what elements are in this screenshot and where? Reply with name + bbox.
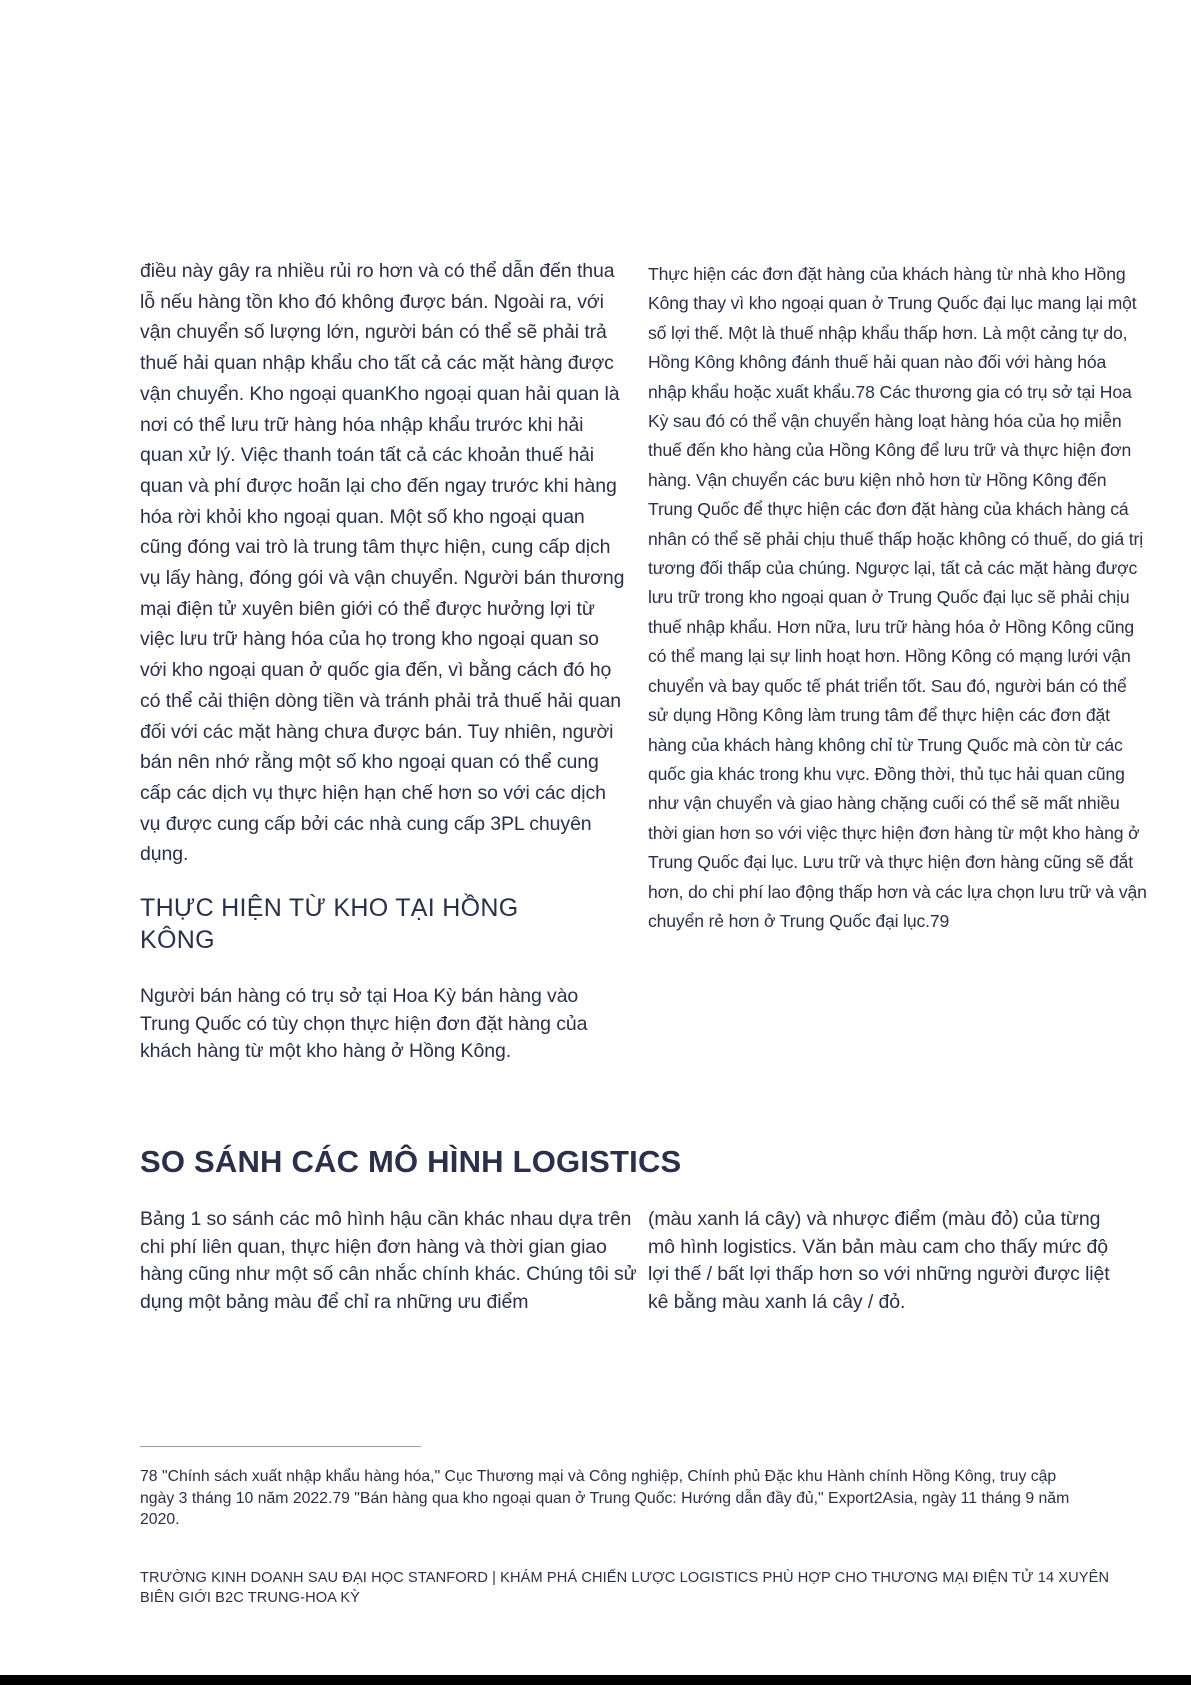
hong-kong-subheading: THỰC HIỆN TỪ KHO TẠI HỒNG KÔNG (140, 894, 519, 955)
section-right-paragraph: (màu xanh lá cây) và nhược điểm (màu đỏ) của từng mô hình logistics. Văn bản màu cam cho thấy mức độ lợi thế / bất lợi thấp hơn so với những người được liệt kê bằng màu xanh lá cây / đỏ. (648, 1208, 1110, 1313)
hong-kong-intro-paragraph: Người bán hàng có trụ sở tại Hoa Kỳ bán hàng vào Trung Quốc có tùy chọn thực hiện đơn đặt hàng của khách hàng từ một kho hàng ở Hồng Kông. (140, 985, 588, 1063)
page-footer: TRƯỜNG KINH DOANH SAU ĐẠI HỌC STANFORD | KHÁM PHÁ CHIẾN LƯỢC LOGISTICS PHÙ HỢP CHO THƯƠNG MẠI ĐIỆN TỬ 14 XUYÊN BIÊN GIỚI B2C TRUNG-HOA KỲ (140, 1570, 1110, 1606)
section-left-paragraph: Bảng 1 so sánh các mô hình hậu cần khác nhau dựa trên chi phí liên quan, thực hiện đơn hàng và thời gian giao hàng cũng như một số cân nhắc chính khác. Chúng tôi sử dụng một bảng màu để chỉ ra những ưu điểm (140, 1208, 637, 1313)
section-heading: SO SÁNH CÁC MÔ HÌNH LOGISTICS (140, 1144, 682, 1179)
footnote-divider (140, 1446, 421, 1447)
left-column-body: điều này gây ra nhiều rủi ro hơn và có thể dẫn đến thua lỗ nếu hàng tồn kho đó không được bán. Ngoài ra, với vận chuyển số lượng lớn, người bán có thể sẽ phải trả thuế hải quan nhập khẩu cho tất cả các mặt hàng được vận chuyển. Kho ngoại quanKho ngoại quan hải quan là nơi có thể lưu trữ hàng hóa nhập khẩu trước khi hải quan xử lý. Việc thanh toán tất cả các khoản thuế hải quan và phí được hoãn lại cho đến ngay trước khi hàng hóa rời khỏi kho ngoại quan. Một số kho ngoại quan cũng đóng vai trò là trung tâm thực hiện, cung cấp dịch vụ lấy hàng, đóng gói và vận chuyển. Người bán thương mại điện tử xuyên biên giới có thể được hưởng lợi từ việc lưu trữ hàng hóa của họ trong kho ngoại quan so với kho ngoại quan ở quốc gia đến, vì bằng cách đó họ có thể cải thiện dòng tiền và tránh phải trả thuế hải quan đối với các mặt hàng chưa được bán. Tuy nhiên, người bán nên nhớ rằng một số kho ngoại quan có thể cung cấp các dịch vụ thực hiện hạn chế hơn so với các dịch vụ được cung cấp bởi các nhà cung cấp 3PL chuyên dụng. (140, 260, 625, 866)
right-column-body: Thực hiện các đơn đặt hàng của khách hàng từ nhà kho Hồng Kông thay vì kho ngoại quan ở Trung Quốc đại lục mang lại một số lợi thế. Một là thuế nhập khẩu thấp hơn. Là một cảng tự do, Hồng Kông không đánh thuế hải quan nào đối với hàng hóa nhập khẩu hoặc xuất khẩu.78 Các thương gia có trụ sở tại Hoa Kỳ sau đó có thể vận chuyển hàng loạt hàng hóa của họ miễn thuế đến kho hàng của Hồng Kông để lưu trữ và thực hiện đơn hàng. Vận chuyển các bưu kiện nhỏ hơn từ Hồng Kông đến Trung Quốc để thực hiện các đơn đặt hàng của khách hàng cá nhân có thể sẽ phải chịu thuế thấp hoặc không có thuế, do giá trị tương đối thấp của chúng. Ngược lại, tất cả các mặt hàng được lưu trữ trong kho ngoại quan ở Trung Quốc đại lục sẽ phải chịu thuế nhập khẩu. Hơn nữa, lưu trữ hàng hóa ở Hồng Kông cũng có thể mang lại sự linh hoạt hơn. Hồng Kông có mạng lưới vận chuyển và bay quốc tế phát triển tốt. Sau đó, người bán có thể sử dụng Hồng Kông làm trung tâm để thực hiện các đơn đặt hàng của khách hàng không chỉ từ Trung Quốc mà còn từ các quốc gia khác trong khu vực. Đồng thời, thủ tục hải quan cũng như vận chuyển và giao hàng chặng cuối có thể sẽ mất nhiều thời gian hơn so với việc thực hiện đơn hàng từ một kho hàng ở Trung Quốc đại lục. Lưu trữ và thực hiện đơn hàng cũng sẽ đắt hơn, do chi phí lao động thấp hơn và các lựa chọn lưu trữ và vận chuyển rẻ hơn ở Trung Quốc đại lục.79 (648, 264, 1147, 931)
left-column (140, 256, 628, 1066)
right-column (648, 260, 1148, 936)
bottom-black-bar (0, 1675, 1191, 1685)
footnotes: 78 "Chính sách xuất nhập khẩu hàng hóa," Cục Thương mại và Công nghiệp, Chính phủ Đặc khu Hành chính Hồng Kông, truy cập ngày 3 tháng 10 năm 2022.79 "Bán hàng qua kho ngoại quan ở Trung Quốc: Hướng dẫn đầy đủ," Export2Asia, ngày 11 tháng 9 năm 2020. (140, 1468, 1070, 1528)
